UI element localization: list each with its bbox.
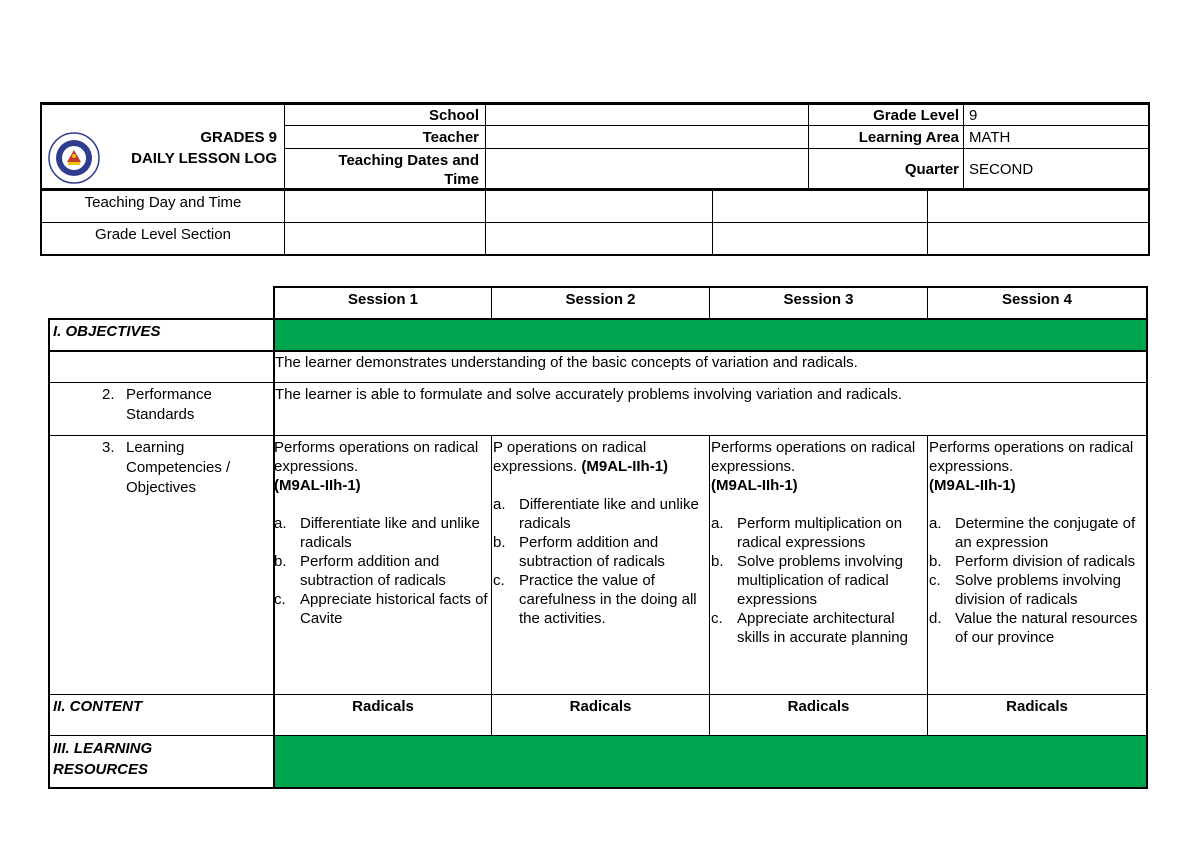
competency-item: b. Perform addition and subtraction of radicals <box>274 553 446 589</box>
competency-item: a. Differentiate like and unlike radicals <box>493 496 699 532</box>
learning-competencies-line1: Learning <box>126 439 185 456</box>
learning-competencies-line2: Competencies / <box>126 459 231 476</box>
competency-item: a. Determine the conjugate of an expression <box>929 515 1136 551</box>
competency-item: b. Perform division of radicals <box>929 553 1136 570</box>
competency-lead: Performs operations on radical expressions. <box>929 439 1134 475</box>
content-heading: II. CONTENT <box>53 698 143 715</box>
quarter-label: Quarter <box>904 161 959 178</box>
competency-item: a. Perform multiplication on radical expressions <box>711 515 903 551</box>
objectives-heading: I. OBJECTIVES <box>53 323 161 340</box>
teaching-dates-label-line1: Teaching Dates and <box>338 152 479 169</box>
competency-code: (M9AL-IIh-1) <box>581 458 669 475</box>
competency-lead: Performs operations on radical expressions. <box>274 439 479 475</box>
competencies-session-2 <box>492 437 709 694</box>
learning-resources-heading-line1: III. LEARNING <box>53 740 153 757</box>
session-1-header: Session 1 <box>347 291 419 308</box>
session-4-header: Session 4 <box>1001 291 1073 308</box>
resources-green-band <box>275 736 1146 787</box>
content-standards-label <box>50 352 274 354</box>
competency-item: c. Solve problems involving division of radicals <box>929 572 1121 608</box>
performance-standards-num: 2. <box>102 386 115 403</box>
school-field[interactable] <box>487 105 807 124</box>
session-2-header: Session 2 <box>565 291 636 308</box>
competency-item: a. Differentiate like and unlike radicals <box>274 515 480 551</box>
content-standards-value: The learner demonstrates understanding of the basic concepts of variation and radicals. <box>275 354 858 371</box>
content-standards-text-label <box>126 353 251 354</box>
session-3-header: Session 3 <box>783 291 854 308</box>
content-session-4: Radicals <box>1006 698 1068 715</box>
grade-level-section-label: Grade Level Section <box>95 226 231 243</box>
objectives-green-band <box>275 320 1146 350</box>
content-session-3: Radicals <box>787 698 850 715</box>
learning-resources-heading <box>50 737 272 781</box>
learning-area-value: MATH <box>969 129 1011 146</box>
content-session-1: Radicals <box>352 698 414 715</box>
teacher-field[interactable] <box>487 127 807 146</box>
title-daily-lesson-log: DAILY LESSON LOG <box>131 150 277 167</box>
competency-code: (M9AL-IIh-1) <box>274 477 361 494</box>
learning-competencies-label <box>50 437 272 507</box>
competency-code: (M9AL-IIh-1) <box>929 477 1016 494</box>
competencies-session-4 <box>928 437 1146 694</box>
performance-standards-line2: Standards <box>126 406 195 423</box>
school-label: School <box>428 107 479 124</box>
teaching-day-time-label: Teaching Day and Time <box>84 194 242 211</box>
learning-area-label: Learning Area <box>858 129 959 146</box>
grade-level-label: Grade Level <box>873 107 959 124</box>
competency-item: b. Perform addition and subtraction of radicals <box>493 534 665 570</box>
teacher-label: Teacher <box>422 129 479 146</box>
competency-item: b. Solve problems involving multiplication of radical expressions <box>711 553 903 608</box>
quarter-value: SECOND <box>969 161 1034 178</box>
competency-lead: Performs operations on radical expressions. <box>711 439 916 475</box>
competency-code: (M9AL-IIh-1) <box>711 477 798 494</box>
content-session-2: Radicals <box>569 698 632 715</box>
competency-item: c. Appreciate architectural skills in accurate planning <box>711 610 908 646</box>
teaching-dates-label <box>286 150 482 190</box>
learning-competencies-num: 3. <box>102 439 115 456</box>
performance-standards-label <box>50 384 272 434</box>
competencies-session-3 <box>710 437 927 694</box>
deped-seal-logo <box>48 132 100 184</box>
competency-item: c. Practice the value of carefulness in the doing all the activities. <box>493 572 697 627</box>
teaching-dates-label-line2: Time <box>444 171 479 188</box>
teaching-dates-field[interactable] <box>487 150 807 187</box>
grade-level-value: 9 <box>969 107 978 124</box>
competency-item: c. Appreciate historical facts of Cavite <box>274 591 488 627</box>
learning-competencies-line3: Objectives <box>126 479 197 496</box>
performance-standards-line1: Performance <box>126 386 212 403</box>
competency-item: d. Value the natural resources of our province <box>929 610 1138 646</box>
competencies-session-1 <box>273 437 491 694</box>
learning-resources-heading-line2: RESOURCES <box>53 761 149 778</box>
competency-lead: P operations on radical expressions. (M9AL-IIh-1) <box>493 439 669 475</box>
performance-standards-value: The learner is able to formulate and solve accurately problems involving variation and radicals. <box>275 386 902 403</box>
content-standards-num <box>102 353 115 354</box>
title-grades: GRADES 9 <box>200 129 277 146</box>
